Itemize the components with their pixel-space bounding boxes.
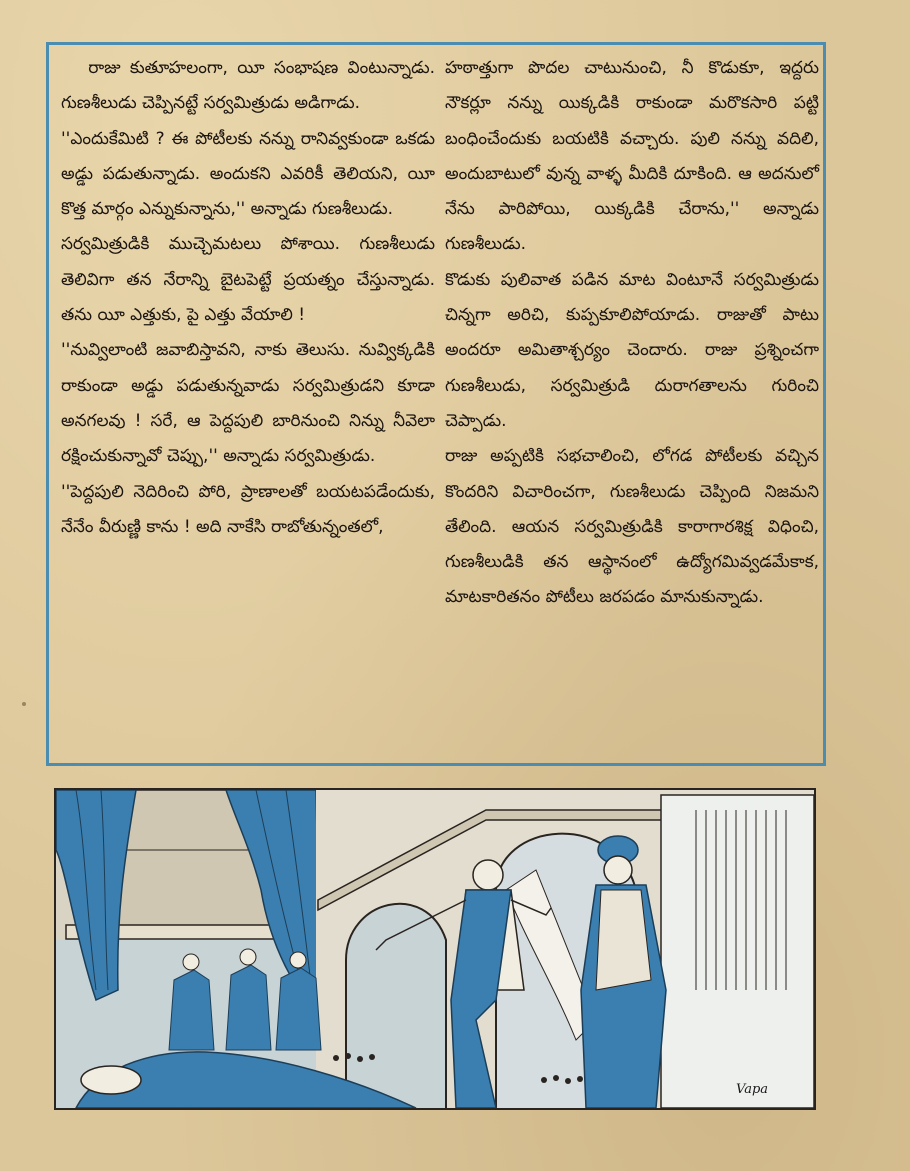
story-illustration (54, 788, 816, 1110)
paragraph: ''ఎందుకేమిటి ? ఈ పోటీలకు నన్ను రానివ్వకుండా ఒకడు అడ్డు పడుతున్నాడు. అందుకని ఎవరికీ తెలియని, యీ కొత్త మార్గం ఎన్నుకున్నాను,'' అన్నాడు గుణశీలుడు. (61, 128, 435, 220)
paragraph: రాజు కుతూహలంగా, యీ సంభాషణ వింటున్నాడు. గుణశీలుడు చెప్పినట్టే సర్వమిత్రుడు అడిగాడు. (61, 58, 435, 114)
paragraph: రాజు అప్పటికి సభచాలించి, లోగడ పోటీలకు వచ్చిన కొందరిని విచారించగా, గుణశీలుడు చెప్పింది నిజమని తేలింది. ఆయన సర్వమిత్రుడికి కారాగారశిక్ష విధించి, గుణశీలుడికి తన ఆస్థానంలో ఉద్యోగమివ్వడమేకాక, మాటకారితనం పోటీలు జరపడం మానుకున్నాడు. (445, 446, 819, 608)
paragraph: హఠాత్తుగా పొదల చాటునుంచి, నీ కొడుకూ, ఇద్దరు నౌకర్లూ నన్ను యిక్కడికి రాకుండా మరొకసారి పట్టి బంధించేందుకు బయటికి వచ్చారు. పులి నన్ను వదిలి, అందుబాటులో వున్న వాళ్ళ మీదికి దూకింది. ఆ అదనులో నేను పారిపోయి, యిక్కడికి చేరాను,'' అన్నాడు గుణశీలుడు. (445, 58, 819, 255)
right-text-column (445, 51, 819, 616)
artist-signature: Vapa (736, 1082, 769, 1097)
illustration-drawing (56, 790, 814, 1108)
paragraph: కొడుకు పులివాత పడిన మాట వింటూనే సర్వమిత్రుడు చిన్నగా అరిచి, కుప్పకూలిపోయాడు. రాజుతో పాటు అందరూ అమితాశ్చర్యం చెందారు. రాజు ప్రశ్నించగా గుణశీలుడు, సర్వమిత్రుడి దురాగతాలను గురించి చెప్పాడు. (445, 269, 819, 431)
paragraph: ''పెద్దపులి నెదిరించి పోరి, ప్రాణాలతో బయటపడేందుకు, నేనేం వీరుణ్ణి కాను ! అది నాకేసి రాబోతున్నంతలో, (61, 481, 435, 537)
paragraph: ''నువ్విలాంటి జవాబిస్తావని, నాకు తెలుసు. నువ్విక్కడికి రాకుండా అడ్డు పడుతున్నవాడు సర్వమిత్రుడని కూడా అనగలవు ! సరే, ఆ పెద్దపులి బారినుంచి నిన్ను నీవెలా రక్షించుకున్నావో చెప్పు,'' అన్నాడు సర్వమిత్రుడు. (61, 340, 435, 467)
print-speck (22, 702, 26, 706)
left-text-column (61, 51, 435, 545)
paragraph: సర్వమిత్రుడికి ముచ్చెమటలు పోశాయి. గుణశీలుడు తెలివిగా తన నేరాన్ని బైటపెట్టే ప్రయత్నం చేస్తున్నాడు. తను యీ ఎత్తుకు, పై ఎత్తు వేయాలి ! (61, 234, 435, 326)
story-text-frame (46, 42, 826, 766)
